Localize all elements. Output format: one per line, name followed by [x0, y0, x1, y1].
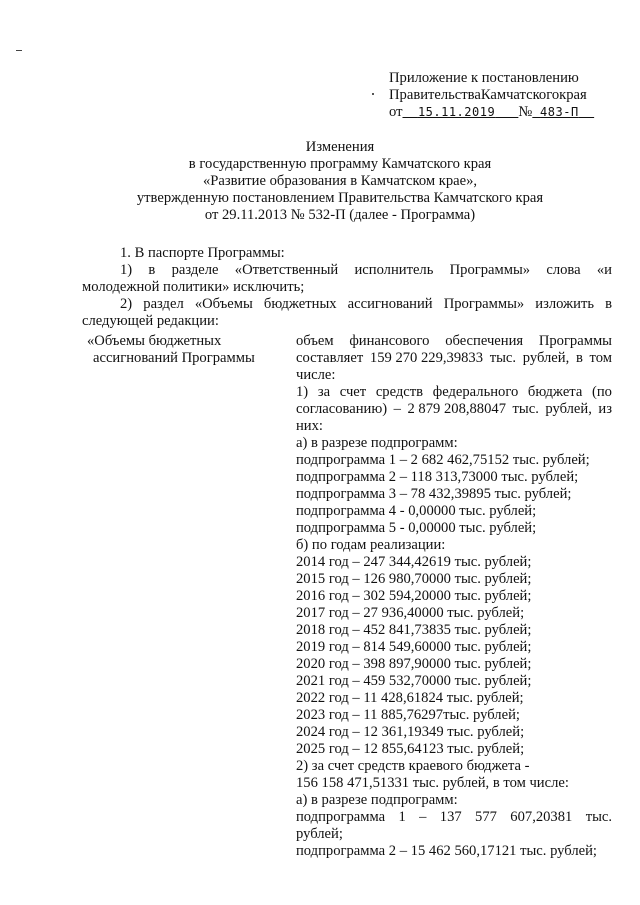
paragraph-3: [82, 296, 612, 313]
table-line-word: бюджета: [527, 384, 583, 400]
paragraph-2-cont: молодежной политики» исключить;: [82, 279, 305, 295]
paragraph-3-word: 2): [120, 296, 133, 312]
table-line-word: рублей,: [545, 401, 592, 417]
table-line: б) по годам реализации:: [296, 537, 446, 553]
table-line-word: финансового: [349, 333, 430, 349]
table-line: 2018 год – 452 841,73835 тыс. рублей;: [296, 622, 532, 638]
document-body: [82, 245, 612, 330]
paragraph-3-word: изложить: [535, 296, 594, 312]
paragraph-2: [82, 262, 612, 279]
appendix-number: 483-П: [540, 105, 579, 119]
table-line-word: согласованию): [296, 401, 388, 417]
appendix-line2: Правительства Камчатского края: [389, 87, 587, 103]
table-line-word: Программы: [538, 333, 612, 349]
table-line-word: объем: [296, 333, 334, 349]
paragraph-2-word: Программы»: [449, 262, 531, 278]
table-line: 2) за счет средств краевого бюджета -: [296, 758, 530, 774]
table-line: рублей;: [296, 826, 343, 842]
table-line-word: (по: [592, 384, 612, 400]
scan-dot: [372, 93, 374, 95]
table-line-word: подпрограмма: [296, 809, 386, 825]
paragraph-2-word: исполнитель: [354, 262, 434, 278]
table-line-word: тыс.: [489, 350, 517, 366]
table-line: 2015 год – 126 980,70000 тыс. рублей;: [296, 571, 532, 587]
table-line-word: 1): [296, 384, 309, 400]
table-left-cell: «Объемы бюджетных ассигнований Программы: [87, 333, 255, 366]
table-line-word: из: [598, 401, 612, 417]
table-line: подпрограмма 4 - 0,00000 тыс. рублей;: [296, 503, 537, 519]
table-line-word: федерального: [432, 384, 519, 400]
table-line: [296, 809, 612, 826]
appendix-line1: Приложение к постановлению: [389, 70, 579, 86]
table-line-word: 137: [439, 809, 462, 825]
table-line: а) в разрезе подпрограмм:: [296, 792, 458, 808]
table-line-word: обеспечения: [445, 333, 524, 349]
paragraph-3-cont: следующей редакции:: [82, 313, 219, 329]
table-line: 2025 год – 12 855,64123 тыс. рублей;: [296, 741, 525, 757]
paragraph-3-word: ассигнований: [347, 296, 433, 312]
table-line: [296, 333, 612, 350]
table-line-word: –: [393, 401, 401, 417]
table-line: подпрограмма 2 – 15 462 560,17121 тыс. рублей;: [296, 843, 597, 859]
appendix-header: [389, 70, 629, 121]
table-line: [296, 384, 612, 401]
table-line-word: 607,20381: [510, 809, 573, 825]
table-line: 2024 год – 12 361,19349 тыс. рублей;: [296, 724, 525, 740]
table-line: 2022 год – 11 428,61824 тыс. рублей;: [296, 690, 524, 706]
table-line-word: 2 879 208,88047: [407, 401, 506, 417]
table-line-word: –: [419, 809, 427, 825]
table-line: подпрограмма 3 – 78 432,39895 тыс. рублей;: [296, 486, 572, 502]
paragraph-3-word: в: [605, 296, 612, 312]
table-line: подпрограмма 2 – 118 313,73000 тыс. рублей;: [296, 469, 579, 485]
paragraph-3-word: раздел: [143, 296, 184, 312]
paragraph-3-word: бюджетных: [263, 296, 337, 312]
paragraph-2-word: «Ответственный: [234, 262, 339, 278]
table-line-word: том: [589, 350, 612, 366]
table-line-word: 159 270 229,39833: [369, 350, 484, 366]
table-line: 2019 год – 814 549,60000 тыс. рублей;: [296, 639, 532, 655]
table-line-word: составляет: [296, 350, 364, 366]
table-line: 2016 год – 302 594,20000 тыс. рублей;: [296, 588, 532, 604]
table-line-word: в: [575, 350, 583, 366]
table-line-word: средств: [375, 384, 424, 400]
table-line: а) в разрезе подпрограмм:: [296, 435, 458, 451]
paragraph-2-word: слова: [546, 262, 581, 278]
table-line: 2021 год – 459 532,70000 тыс. рублей;: [296, 673, 532, 689]
table-line: 2017 год – 27 936,40000 тыс. рублей;: [296, 605, 525, 621]
paragraph-2-word: 1): [120, 262, 133, 278]
paragraph-1: 1. В паспорте Программы:: [120, 245, 285, 261]
table-line: 2020 год – 398 897,90000 тыс. рублей;: [296, 656, 532, 672]
table-line-word: счет: [339, 384, 367, 400]
table-line: подпрограмма 5 - 0,00000 тыс. рублей;: [296, 520, 537, 536]
appendix-date: 15.11.2019: [417, 105, 496, 119]
table-line: 156 158 471,51331 тыс. рублей, в том числе:: [296, 775, 569, 791]
table-line: [296, 401, 612, 418]
table-line-word: 577: [475, 809, 497, 825]
table-line-word: тыс.: [585, 809, 612, 825]
table-line: числе:: [296, 367, 336, 383]
paragraph-2-word: разделе: [171, 262, 219, 278]
table-line: [296, 350, 612, 367]
table-line: них:: [296, 418, 323, 434]
table-line-word: рублей,: [522, 350, 570, 366]
table-line-word: за: [317, 384, 331, 400]
paragraph-3-word: Программы»: [443, 296, 525, 312]
paragraph-2-word: «и: [596, 262, 612, 278]
document-title: Изменения в государственную программу Камчатского края «Развитие образования в Камчатском крае», утвержденную постановлением Правительства Камчатского края от 29.11.2013 № 532-П (далее - Программа): [136, 139, 544, 223]
table-line-word: 1: [398, 809, 406, 825]
table-line: 2023 год – 11 885,76297тыс. рублей;: [296, 707, 520, 723]
paragraph-2-word: в: [148, 262, 156, 278]
paragraph-3-word: «Объемы: [194, 296, 253, 312]
table-line: подпрограмма 1 – 2 682 462,75152 тыс. рублей;: [296, 452, 590, 468]
table-line-word: тыс.: [512, 401, 539, 417]
table-line: 2014 год – 247 344,42619 тыс. рублей;: [296, 554, 532, 570]
appendix-date-line: от 15.11.2019 № 483-П: [389, 104, 629, 121]
table-right-cell: [296, 333, 612, 860]
margin-mark: [16, 50, 22, 51]
